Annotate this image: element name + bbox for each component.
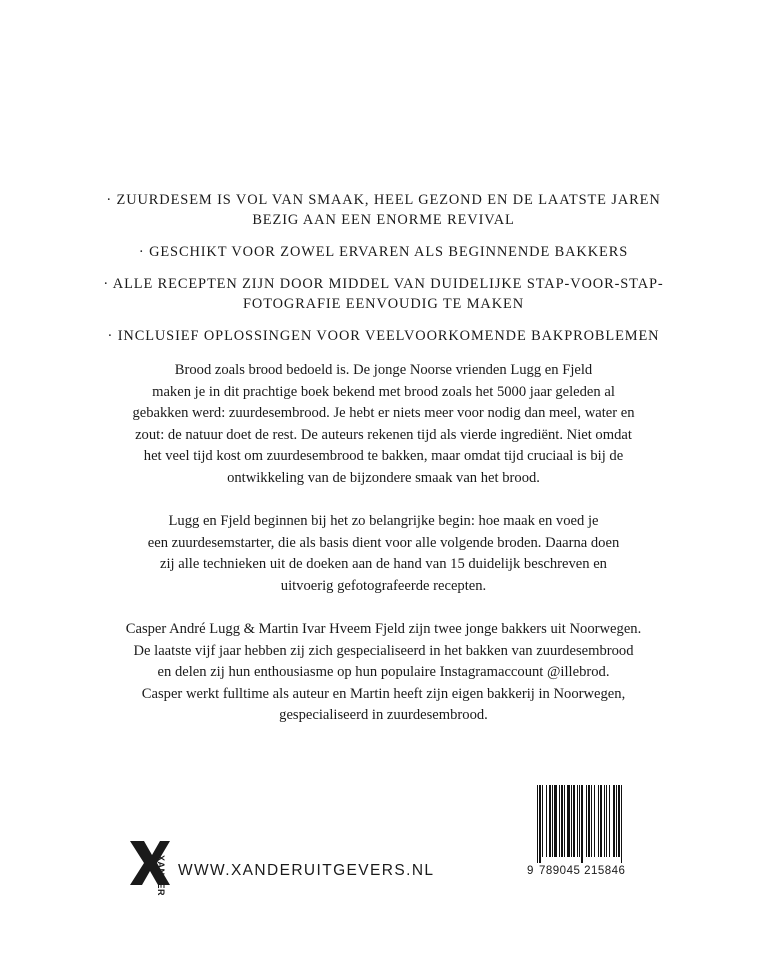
barcode-bar	[561, 785, 563, 857]
blurb-paragraph-intro	[110, 360, 657, 489]
blurb-line: gespecialiseerd in zuurdesembrood.	[279, 707, 488, 723]
barcode-bar	[554, 785, 557, 857]
barcode-bar	[546, 785, 547, 857]
barcode-bar	[539, 785, 541, 863]
blurb-paragraph-authors	[110, 619, 657, 727]
selling-point-line: · ALLE RECEPTEN ZIJN DOOR MIDDEL VAN DUIDELIJKE STAP-VOOR-STAP-	[103, 276, 664, 292]
blurb-line: Brood zoals brood bedoeld is. De jonge Noorse vrienden Lugg en Fjeld	[174, 362, 593, 378]
selling-point-line: · ZUURDESEM IS VOL VAN SMAAK, HEEL GEZOND EN DE LAATSTE JAREN	[106, 192, 661, 208]
selling-point	[100, 274, 667, 314]
barcode-bar	[564, 785, 565, 857]
blurb-line: en delen zij hun enthousiasme op hun populaire Instagramaccount @illebrod.	[157, 664, 610, 680]
publisher-website[interactable]: WWW.XANDERUITGEVERS.NL	[178, 862, 435, 879]
isbn-barcode	[527, 785, 649, 885]
barcode-bar	[552, 785, 553, 857]
barcode-bar	[621, 785, 622, 863]
publisher-logo	[128, 833, 172, 903]
barcode-bar	[606, 785, 607, 857]
barcode-bar	[609, 785, 610, 857]
isbn-remaining-digits: 789045 215846	[539, 865, 626, 877]
barcode-bar	[600, 785, 602, 857]
blurb-line: uitvoerig gefotografeerde recepten.	[280, 577, 487, 594]
publisher-logo-wordmark: XANDER	[156, 855, 166, 897]
blurb-line: maken je in dit prachtige boek bekend met brood zoals het 5000 jaar geleden al	[152, 383, 615, 400]
blurb-line: De laatste vijf jaar hebben zij zich gespecialiseerd in het bakken van zuurdesembrood	[133, 642, 634, 659]
blurb-line: Casper werkt fulltime als auteur en Martin heeft zijn eigen bakkerij in Noorwegen,	[141, 685, 626, 702]
blurb	[110, 360, 657, 749]
barcode-bar	[616, 785, 617, 857]
barcode-bar	[549, 785, 551, 857]
selling-point	[100, 190, 667, 230]
barcode-bar	[537, 785, 538, 863]
blurb-line: het veel tijd kost om zuurdesembrood te bakken, maar omdat tijd cruciaal is bij de	[143, 448, 624, 464]
barcode-bar	[613, 785, 615, 857]
isbn-first-digit: 9	[527, 865, 534, 877]
blurb-line: een zuurdesemstarter, die als basis dient voor alle volgende broden. Daarna doen	[147, 534, 620, 551]
barcode-bar	[588, 785, 590, 857]
barcode-bar	[586, 785, 587, 857]
barcode-bar	[618, 785, 620, 857]
barcode-bar	[542, 785, 543, 857]
barcode-bar	[573, 785, 575, 857]
barcode-bar	[591, 785, 592, 857]
selling-point	[100, 242, 667, 262]
blurb-line: ontwikkeling van de bijzondere smaak van het brood.	[227, 469, 540, 486]
barcode-bar	[604, 785, 605, 857]
selling-points	[100, 190, 667, 358]
selling-point	[100, 326, 667, 346]
barcode-bar	[594, 785, 595, 857]
barcode-bars	[537, 785, 649, 863]
selling-point-line: FOTOGRAFIE EENVOUDIG TE MAKEN	[243, 296, 524, 312]
barcode-bar	[559, 785, 560, 857]
blurb-line: Lugg en Fjeld beginnen bij het zo belangrijke begin: hoe maak en voed je	[168, 513, 599, 529]
blurb-line: zout: de natuur doet de rest. De auteurs rekenen tijd als vierde ingrediënt. Niet omdat	[135, 426, 632, 443]
barcode-bar	[571, 785, 572, 857]
barcode-bar	[579, 785, 580, 857]
barcode-bar	[577, 785, 578, 857]
blurb-line: zij alle technieken uit de doeken aan de hand van 15 duidelijk beschreven en	[160, 556, 607, 572]
publisher-logo-icon	[128, 833, 172, 903]
selling-point-line: · INCLUSIEF OPLOSSINGEN VOOR VEELVOORKOMENDE BAKPROBLEMEN	[107, 328, 660, 344]
blurb-paragraph-method	[110, 511, 657, 597]
barcode-bar	[581, 785, 583, 863]
barcode-bar	[567, 785, 570, 857]
selling-point-line: BEZIG AAN EEN ENORME REVIVAL	[252, 212, 515, 228]
barcode-bar	[598, 785, 599, 857]
blurb-line: Casper André Lugg & Martin Ivar Hveem Fjeld zijn twee jonge bakkers uit Noorwegen.	[125, 621, 642, 637]
selling-point-line: · GESCHIKT VOOR ZOWEL ERVAREN ALS BEGINNENDE BAKKERS	[138, 244, 629, 260]
blurb-line: gebakken werd: zuurdesembrood. Je hebt er niets meer voor nodig dan meel, water en	[132, 405, 635, 421]
